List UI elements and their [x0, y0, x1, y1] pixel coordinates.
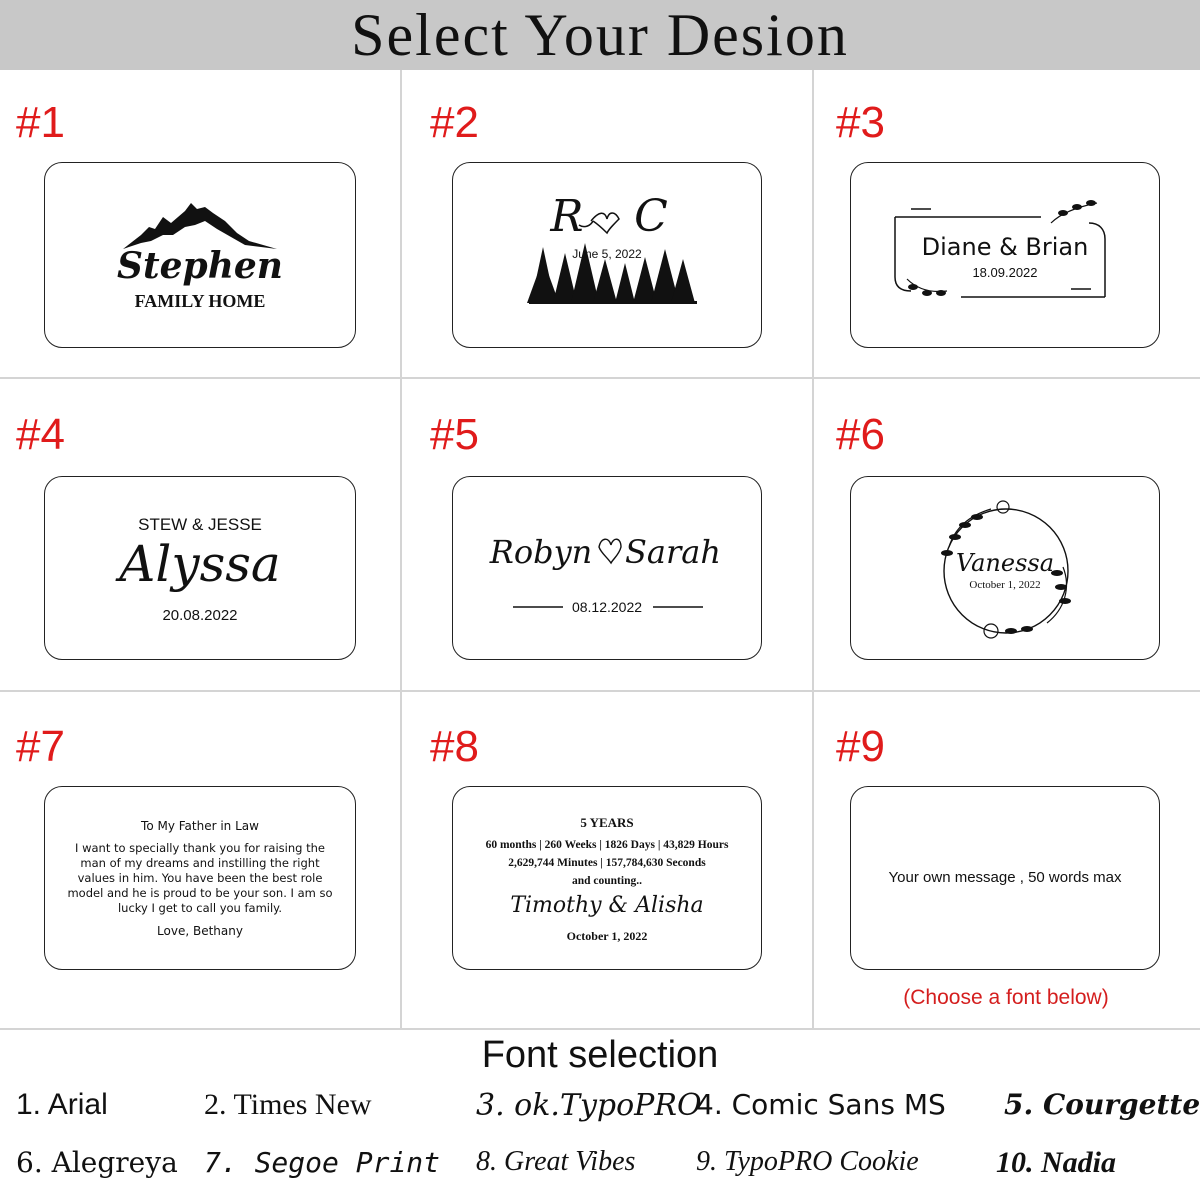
- design-name: Alyssa: [119, 535, 281, 593]
- page-title: Select Your Desion: [351, 2, 849, 68]
- design-number: #7: [16, 722, 65, 771]
- design-card: [850, 786, 1160, 970]
- design-option-3[interactable]: [816, 72, 1200, 384]
- design-card: [44, 476, 356, 660]
- message-line: I want to specially thank you for raising the: [75, 841, 325, 855]
- font-name: Comic Sans MS: [731, 1088, 946, 1121]
- font-option-nadia[interactable]: [996, 1146, 1116, 1180]
- name-right: Sarah: [625, 533, 721, 571]
- design-number: #6: [836, 410, 885, 459]
- initial-right: C: [634, 191, 668, 242]
- design-names: Diane & Brian: [921, 233, 1089, 261]
- design-top-line: STEW & JESSE: [138, 515, 262, 534]
- font-number: 2.: [204, 1088, 227, 1121]
- design-date: 08.12.2022: [571, 599, 643, 615]
- font-number: 8.: [476, 1146, 497, 1177]
- design-subtitle: FAMILY HOME: [134, 291, 266, 311]
- couple-names: Timothy & Alisha: [510, 893, 704, 918]
- grid-divider: [812, 70, 814, 1030]
- design-option-5[interactable]: [404, 384, 804, 696]
- stats-line: 2,629,744 Minutes | 157,784,630 Seconds: [508, 857, 706, 869]
- grid-divider: [400, 70, 402, 1030]
- design-option-6[interactable]: [816, 384, 1200, 696]
- font-option-alegreya[interactable]: [16, 1146, 178, 1179]
- font-name: ok.TypoPRO: [514, 1088, 702, 1123]
- font-option-courgette[interactable]: [1004, 1088, 1200, 1121]
- design-option-9[interactable]: [816, 696, 1200, 1008]
- font-name: Times New: [233, 1088, 372, 1121]
- font-number: 6.: [16, 1146, 43, 1179]
- design-number: #5: [430, 410, 479, 459]
- design-number: #9: [836, 722, 885, 771]
- font-number: 10.: [996, 1146, 1034, 1179]
- font-number: 3.: [476, 1088, 505, 1123]
- font-name: Alegreya: [51, 1146, 178, 1179]
- font-number: 1.: [16, 1088, 42, 1121]
- design-option-7[interactable]: [0, 696, 400, 1008]
- custom-message-placeholder: Your own message , 50 words max: [888, 869, 1122, 886]
- font-option-comic-sans[interactable]: [696, 1088, 946, 1121]
- stats-line: and counting..: [572, 875, 642, 887]
- message-line: lucky I get to call you family.: [117, 901, 282, 915]
- anniversary-heading: 5 YEARS: [580, 815, 634, 830]
- message-line: To My Father in Law: [141, 819, 259, 833]
- font-option-ok-typopro[interactable]: [476, 1088, 702, 1123]
- design-card: [452, 162, 762, 348]
- design-number: #1: [16, 98, 65, 147]
- header-bar: [0, 0, 1200, 70]
- font-name: Segoe Print: [254, 1146, 441, 1179]
- design-option-8[interactable]: [404, 696, 804, 1008]
- design-date: 20.08.2022: [162, 607, 238, 624]
- design-date: 18.09.2022: [972, 265, 1038, 280]
- font-name: TypoPRO Cookie: [724, 1146, 919, 1177]
- font-name: Great Vibes: [504, 1146, 636, 1177]
- design-name: Stephen: [117, 245, 283, 287]
- font-name: Courgette: [1042, 1088, 1200, 1121]
- font-name: Nadia: [1041, 1146, 1116, 1179]
- design-card: [850, 162, 1160, 348]
- font-number: 9.: [696, 1146, 717, 1177]
- font-number: 5.: [1004, 1088, 1034, 1121]
- font-option-arial[interactable]: [16, 1088, 108, 1122]
- design-card: [44, 786, 356, 970]
- design-number: #3: [836, 98, 885, 147]
- font-selection-title: Font selection: [481, 1034, 719, 1076]
- design-date: October 1, 2022: [566, 929, 648, 943]
- font-option-great-vibes[interactable]: [476, 1146, 635, 1178]
- stats-line: 60 months | 260 Weeks | 1826 Days | 43,829 Hours: [485, 839, 729, 851]
- design-option-1[interactable]: [0, 72, 400, 384]
- name-left: Robyn: [489, 533, 593, 571]
- design-date: June 5, 2022: [572, 247, 642, 261]
- font-option-segoe-print[interactable]: [204, 1146, 440, 1179]
- design-card: [850, 476, 1160, 660]
- font-number: 4.: [696, 1088, 723, 1121]
- design-number: #2: [430, 98, 479, 147]
- font-number: 7.: [204, 1146, 238, 1179]
- message-line: values in him. You have been the best role: [77, 871, 323, 885]
- font-option-times-new[interactable]: [204, 1088, 372, 1122]
- font-name: Arial: [47, 1088, 108, 1121]
- design-option-4[interactable]: [0, 384, 400, 696]
- design-card: [452, 476, 762, 660]
- message-signature: Love, Bethany: [157, 924, 243, 938]
- design-number: #4: [16, 410, 65, 459]
- design-card: [452, 786, 762, 970]
- design-number: #8: [430, 722, 479, 771]
- design-option-2[interactable]: [404, 72, 804, 384]
- font-option-typopro-cookie[interactable]: [696, 1146, 919, 1178]
- design-name: Vanessa: [955, 549, 1055, 577]
- design-card: [44, 162, 356, 348]
- grid-divider: [0, 1028, 1200, 1030]
- choose-font-note: (Choose a font below): [903, 986, 1109, 1009]
- design-date: October 1, 2022: [969, 579, 1041, 591]
- message-line: man of my dreams and instilling the right: [80, 856, 320, 870]
- message-line: model and he is proud to be your son. I am so: [67, 886, 333, 900]
- initial-left: R: [550, 191, 584, 242]
- heart-divider-icon: [453, 477, 762, 660]
